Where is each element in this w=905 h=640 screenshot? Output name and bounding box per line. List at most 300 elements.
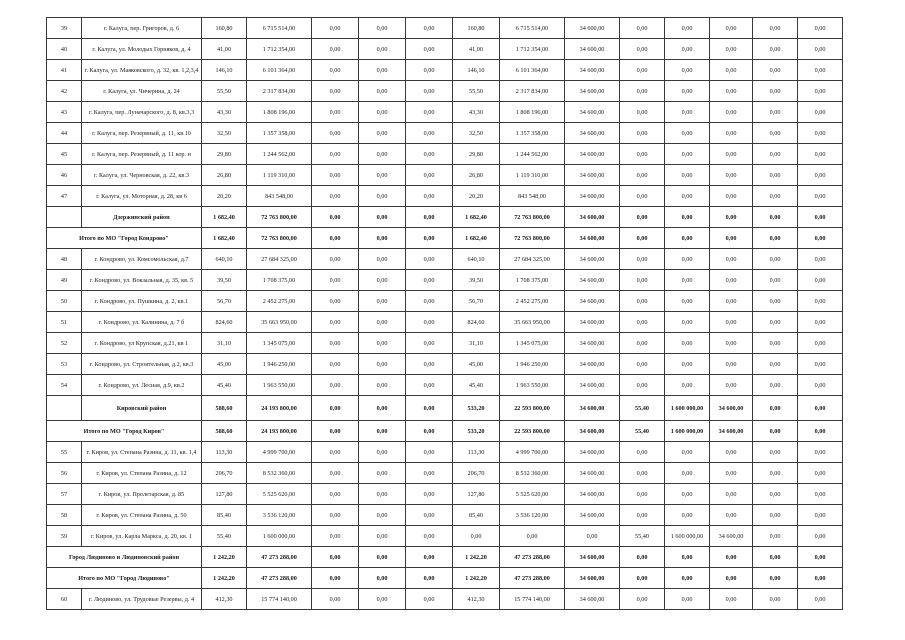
value-cell: 0,00 xyxy=(359,484,406,505)
value-cell: 41,00 xyxy=(453,39,500,60)
value-cell: 0,00 xyxy=(710,165,753,186)
value-cell: 0,00 xyxy=(620,505,665,526)
value-cell: 0,00 xyxy=(710,589,753,610)
value-cell: 0,00 xyxy=(359,333,406,354)
value-cell: 0,00 xyxy=(753,396,798,421)
value-cell: 0,00 xyxy=(665,270,710,291)
value-cell: 0,00 xyxy=(665,333,710,354)
row-address: г. Калуга, ул. Моторная, д. 28, кв 6 xyxy=(82,186,202,207)
value-cell: 412,30 xyxy=(453,589,500,610)
value-cell: 34 600,00 xyxy=(565,186,620,207)
row-address: г. Калуга, пер. Резервный, д. 11, кв.10 xyxy=(82,123,202,144)
value-cell: 0,00 xyxy=(753,291,798,312)
value-cell: 34 600,00 xyxy=(565,123,620,144)
row-address: г. Калуга, пер. Григоров, д. 6 xyxy=(82,18,202,39)
value-cell: 0,00 xyxy=(710,144,753,165)
value-cell: 0,00 xyxy=(406,123,453,144)
value-cell: 206,70 xyxy=(202,463,247,484)
value-cell: 1 708 375,00 xyxy=(247,270,312,291)
value-cell: 34 600,00 xyxy=(565,249,620,270)
value-cell: 588,60 xyxy=(202,396,247,421)
row-number: 57 xyxy=(47,484,82,505)
value-cell: 34 600,00 xyxy=(565,312,620,333)
value-cell: 0,00 xyxy=(753,60,798,81)
row-number: 54 xyxy=(47,375,82,396)
value-cell: 47 273 288,00 xyxy=(500,547,565,568)
value-cell: 0,00 xyxy=(753,589,798,610)
value-cell: 0,00 xyxy=(710,270,753,291)
value-cell: 0,00 xyxy=(312,228,359,249)
value-cell: 1 808 196,00 xyxy=(247,102,312,123)
value-cell: 34 600,00 xyxy=(565,547,620,568)
value-cell: 3 536 120,00 xyxy=(247,505,312,526)
value-cell: 0,00 xyxy=(753,228,798,249)
value-cell: 0,00 xyxy=(753,333,798,354)
value-cell: 0,00 xyxy=(406,228,453,249)
value-cell: 588,60 xyxy=(202,421,247,442)
table-row xyxy=(47,463,843,484)
value-cell: 0,00 xyxy=(620,547,665,568)
value-cell: 113,30 xyxy=(453,442,500,463)
value-cell: 55,40 xyxy=(202,526,247,547)
value-cell: 1 244 562,00 xyxy=(247,144,312,165)
table-row xyxy=(47,442,843,463)
table-row xyxy=(47,333,843,354)
value-cell: 0,00 xyxy=(798,207,843,228)
value-cell: 0,00 xyxy=(312,354,359,375)
value-cell: 35 663 950,00 xyxy=(500,312,565,333)
value-cell: 0,00 xyxy=(798,526,843,547)
value-cell: 0,00 xyxy=(665,547,710,568)
value-cell: 55,40 xyxy=(620,396,665,421)
subtotal-row xyxy=(47,547,843,568)
value-cell: 0,00 xyxy=(620,60,665,81)
value-cell: 34 600,00 xyxy=(565,354,620,375)
value-cell: 146,10 xyxy=(453,60,500,81)
value-cell: 72 763 800,00 xyxy=(500,228,565,249)
value-cell: 0,00 xyxy=(753,81,798,102)
value-cell: 0,00 xyxy=(753,463,798,484)
value-cell: 0,00 xyxy=(798,165,843,186)
value-cell: 0,00 xyxy=(753,505,798,526)
value-cell: 0,00 xyxy=(406,39,453,60)
row-address: г. Киров, ул. Карла Маркса, д. 20, кв. 1 xyxy=(82,526,202,547)
value-cell: 0,00 xyxy=(798,484,843,505)
value-cell: 0,00 xyxy=(798,123,843,144)
row-address: г. Калуга, ул. Черновская, д. 22, кв.3 xyxy=(82,165,202,186)
value-cell: 0,00 xyxy=(710,442,753,463)
value-cell: 0,00 xyxy=(753,165,798,186)
value-cell: 0,00 xyxy=(798,568,843,589)
value-cell: 45,40 xyxy=(453,375,500,396)
value-cell: 0,00 xyxy=(312,207,359,228)
value-cell: 4 999 700,00 xyxy=(500,442,565,463)
value-cell: 0,00 xyxy=(798,102,843,123)
value-cell: 1 600 000,00 xyxy=(247,526,312,547)
value-cell: 0,00 xyxy=(665,589,710,610)
value-cell: 0,00 xyxy=(798,354,843,375)
value-cell: 0,00 xyxy=(665,375,710,396)
value-cell: 55,50 xyxy=(453,81,500,102)
value-cell: 85,40 xyxy=(453,505,500,526)
value-cell: 0,00 xyxy=(753,270,798,291)
value-cell: 0,00 xyxy=(359,547,406,568)
table-row xyxy=(47,249,843,270)
row-address: Кировский район xyxy=(82,396,202,421)
value-cell: 0,00 xyxy=(710,312,753,333)
value-cell: 0,00 xyxy=(406,60,453,81)
value-cell: 72 763 800,00 xyxy=(247,207,312,228)
value-cell: 0,00 xyxy=(710,291,753,312)
table-row xyxy=(47,144,843,165)
value-cell: 0,00 xyxy=(406,291,453,312)
value-cell: 0,00 xyxy=(406,375,453,396)
value-cell: 1 345 075,00 xyxy=(247,333,312,354)
value-cell: 43,30 xyxy=(453,102,500,123)
value-cell: 1 600 000,00 xyxy=(665,396,710,421)
value-cell: 56,70 xyxy=(202,291,247,312)
table-row xyxy=(47,18,843,39)
value-cell: 32,50 xyxy=(453,123,500,144)
value-cell: 0,00 xyxy=(710,505,753,526)
row-number: 44 xyxy=(47,123,82,144)
value-cell: 39,50 xyxy=(453,270,500,291)
value-cell: 0,00 xyxy=(710,484,753,505)
value-cell: 1 963 550,00 xyxy=(247,375,312,396)
value-cell: 0,00 xyxy=(359,463,406,484)
value-cell: 34 600,00 xyxy=(565,291,620,312)
value-cell: 0,00 xyxy=(620,375,665,396)
value-cell: 0,00 xyxy=(406,442,453,463)
value-cell: 1 708 375,00 xyxy=(500,270,565,291)
value-cell: 0,00 xyxy=(710,333,753,354)
value-cell: 0,00 xyxy=(665,186,710,207)
value-cell: 0,00 xyxy=(359,249,406,270)
value-cell: 0,00 xyxy=(406,526,453,547)
value-cell: 0,00 xyxy=(406,270,453,291)
value-cell: 0,00 xyxy=(753,249,798,270)
value-cell: 0,00 xyxy=(406,589,453,610)
value-cell: 0,00 xyxy=(753,354,798,375)
value-cell: 0,00 xyxy=(620,18,665,39)
row-label: Итого по МО "Город Кондрово" xyxy=(47,228,202,249)
value-cell: 0,00 xyxy=(359,442,406,463)
value-cell: 160,80 xyxy=(202,18,247,39)
value-cell: 0,00 xyxy=(753,484,798,505)
value-cell: 0,00 xyxy=(710,568,753,589)
value-cell: 160,80 xyxy=(453,18,500,39)
row-address: г. Киров, ул. Степана Разина, д. 50 xyxy=(82,505,202,526)
value-cell: 0,00 xyxy=(710,186,753,207)
value-cell: 0,00 xyxy=(798,18,843,39)
value-cell: 0,00 xyxy=(359,165,406,186)
row-address: г. Киров, ул. Пролетарская, д. 85 xyxy=(82,484,202,505)
table-row xyxy=(47,186,843,207)
value-cell: 72 763 800,00 xyxy=(247,228,312,249)
row-address: г. Киров, ул. Степана Разина, д. 12 xyxy=(82,463,202,484)
value-cell: 29,80 xyxy=(453,144,500,165)
value-cell: 20,20 xyxy=(453,186,500,207)
value-cell: 1 357 358,00 xyxy=(500,123,565,144)
value-cell: 0,00 xyxy=(798,421,843,442)
value-cell: 5 525 620,00 xyxy=(500,484,565,505)
value-cell: 0,00 xyxy=(710,81,753,102)
value-cell: 0,00 xyxy=(359,207,406,228)
value-cell: 27 684 325,00 xyxy=(500,249,565,270)
value-cell: 4 999 700,00 xyxy=(247,442,312,463)
table-row xyxy=(47,39,843,60)
value-cell: 31,10 xyxy=(202,333,247,354)
row-number: 42 xyxy=(47,81,82,102)
value-cell: 0,00 xyxy=(665,123,710,144)
value-cell: 0,00 xyxy=(406,144,453,165)
value-cell: 0,00 xyxy=(406,568,453,589)
value-cell: 1 345 075,00 xyxy=(500,333,565,354)
value-cell: 0,00 xyxy=(312,18,359,39)
value-cell: 0,00 xyxy=(312,484,359,505)
value-cell: 34 600,00 xyxy=(565,228,620,249)
value-cell: 0,00 xyxy=(798,144,843,165)
table-body xyxy=(47,18,843,610)
value-cell: 0,00 xyxy=(710,249,753,270)
value-cell: 47 273 288,00 xyxy=(500,568,565,589)
value-cell: 2 317 834,00 xyxy=(247,81,312,102)
value-cell: 0,00 xyxy=(312,291,359,312)
value-cell: 0,00 xyxy=(500,526,565,547)
value-cell: 35 663 950,00 xyxy=(247,312,312,333)
value-cell: 1 946 250,00 xyxy=(500,354,565,375)
row-address: г. Калуга, пер. Резервный, д. 11 кор. н xyxy=(82,144,202,165)
value-cell: 0,00 xyxy=(753,18,798,39)
value-cell: 1 712 354,00 xyxy=(500,39,565,60)
row-number: 46 xyxy=(47,165,82,186)
row-number: 50 xyxy=(47,291,82,312)
value-cell: 55,40 xyxy=(620,526,665,547)
value-cell: 113,30 xyxy=(202,442,247,463)
value-cell: 0,00 xyxy=(753,312,798,333)
value-cell: 0,00 xyxy=(753,102,798,123)
value-cell: 0,00 xyxy=(620,589,665,610)
value-cell: 3 536 120,00 xyxy=(500,505,565,526)
value-cell: 0,00 xyxy=(665,60,710,81)
row-address: г. Кондрово, ул. Вокзальная, д. 35, кв. 5 xyxy=(82,270,202,291)
value-cell: 0,00 xyxy=(798,228,843,249)
value-cell: 412,30 xyxy=(202,589,247,610)
value-cell: 32,50 xyxy=(202,123,247,144)
value-cell: 0,00 xyxy=(665,207,710,228)
value-cell: 1 600 000,00 xyxy=(665,526,710,547)
row-number: 51 xyxy=(47,312,82,333)
value-cell: 0,00 xyxy=(406,484,453,505)
subtotal-row xyxy=(47,207,843,228)
value-cell: 0,00 xyxy=(753,568,798,589)
value-cell: 0,00 xyxy=(359,144,406,165)
value-cell: 6 715 514,00 xyxy=(500,18,565,39)
value-cell: 0,00 xyxy=(406,186,453,207)
row-number: 53 xyxy=(47,354,82,375)
value-cell: 34 600,00 xyxy=(565,39,620,60)
value-cell: 31,10 xyxy=(453,333,500,354)
value-cell: 0,00 xyxy=(312,396,359,421)
value-cell: 824,60 xyxy=(202,312,247,333)
value-cell: 0,00 xyxy=(359,375,406,396)
table-row xyxy=(47,81,843,102)
value-cell: 0,00 xyxy=(565,526,620,547)
value-cell: 0,00 xyxy=(312,249,359,270)
value-cell: 0,00 xyxy=(312,463,359,484)
row-address: г. Калуга, ул. Молодых Горняков, д. 4 xyxy=(82,39,202,60)
value-cell: 0,00 xyxy=(359,270,406,291)
value-cell: 0,00 xyxy=(665,144,710,165)
value-cell: 0,00 xyxy=(710,18,753,39)
value-cell: 0,00 xyxy=(798,375,843,396)
table-row xyxy=(47,505,843,526)
value-cell: 8 532 360,00 xyxy=(247,463,312,484)
value-cell: 55,50 xyxy=(202,81,247,102)
value-cell: 0,00 xyxy=(620,270,665,291)
value-cell: 0,00 xyxy=(359,589,406,610)
subtotal-row xyxy=(47,568,843,589)
value-cell: 1 242,20 xyxy=(453,568,500,589)
value-cell: 0,00 xyxy=(406,207,453,228)
value-cell: 0,00 xyxy=(665,81,710,102)
value-cell: 0,00 xyxy=(710,60,753,81)
value-cell: 2 452 275,00 xyxy=(500,291,565,312)
value-cell: 0,00 xyxy=(312,186,359,207)
value-cell: 1 682,40 xyxy=(453,207,500,228)
value-cell: 0,00 xyxy=(665,228,710,249)
value-cell: 0,00 xyxy=(312,60,359,81)
value-cell: 0,00 xyxy=(620,81,665,102)
value-cell: 0,00 xyxy=(753,144,798,165)
value-cell: 0,00 xyxy=(312,312,359,333)
value-cell: 843 548,00 xyxy=(500,186,565,207)
value-cell: 0,00 xyxy=(620,207,665,228)
value-cell: 0,00 xyxy=(710,375,753,396)
value-cell: 0,00 xyxy=(359,354,406,375)
value-cell: 1 682,40 xyxy=(202,228,247,249)
value-cell: 0,00 xyxy=(359,228,406,249)
row-number: 40 xyxy=(47,39,82,60)
value-cell: 0,00 xyxy=(359,39,406,60)
table-row xyxy=(47,165,843,186)
value-cell: 34 600,00 xyxy=(565,463,620,484)
value-cell: 0,00 xyxy=(753,526,798,547)
value-cell: 34 600,00 xyxy=(565,375,620,396)
value-cell: 0,00 xyxy=(359,312,406,333)
value-cell: 0,00 xyxy=(406,421,453,442)
value-cell: 0,00 xyxy=(312,421,359,442)
value-cell: 0,00 xyxy=(312,547,359,568)
value-cell: 0,00 xyxy=(753,39,798,60)
row-number xyxy=(47,207,82,228)
row-address: Дзержинский район xyxy=(82,207,202,228)
value-cell: 34 600,00 xyxy=(565,484,620,505)
resettlement-table xyxy=(46,17,843,610)
value-cell: 1 682,40 xyxy=(453,228,500,249)
value-cell: 0,00 xyxy=(406,81,453,102)
table-row xyxy=(47,123,843,144)
value-cell: 0,00 xyxy=(620,291,665,312)
row-label: Город Людиново и Людиновский район xyxy=(47,547,202,568)
value-cell: 0,00 xyxy=(665,249,710,270)
value-cell: 0,00 xyxy=(710,463,753,484)
value-cell: 0,00 xyxy=(798,333,843,354)
value-cell: 0,00 xyxy=(312,505,359,526)
value-cell: 6 101 364,00 xyxy=(500,60,565,81)
value-cell: 26,80 xyxy=(453,165,500,186)
row-number: 41 xyxy=(47,60,82,81)
value-cell: 0,00 xyxy=(798,547,843,568)
value-cell: 41,00 xyxy=(202,39,247,60)
row-address: г. Калуга, ул. Чичерина, д. 24 xyxy=(82,81,202,102)
value-cell: 0,00 xyxy=(406,547,453,568)
value-cell: 85,40 xyxy=(202,505,247,526)
value-cell: 34 600,00 xyxy=(565,18,620,39)
value-cell: 0,00 xyxy=(710,547,753,568)
value-cell: 0,00 xyxy=(359,505,406,526)
table-row xyxy=(47,312,843,333)
value-cell: 0,00 xyxy=(359,18,406,39)
value-cell: 6 101 364,00 xyxy=(247,60,312,81)
row-number: 47 xyxy=(47,186,82,207)
value-cell: 1 357 358,00 xyxy=(247,123,312,144)
value-cell: 0,00 xyxy=(665,291,710,312)
value-cell: 0,00 xyxy=(312,442,359,463)
row-number: 48 xyxy=(47,249,82,270)
value-cell: 1 119 310,00 xyxy=(247,165,312,186)
value-cell: 0,00 xyxy=(620,354,665,375)
value-cell: 0,00 xyxy=(798,81,843,102)
value-cell: 34 600,00 xyxy=(565,505,620,526)
value-cell: 0,00 xyxy=(620,39,665,60)
value-cell: 0,00 xyxy=(406,18,453,39)
value-cell: 0,00 xyxy=(312,270,359,291)
value-cell: 22 593 800,00 xyxy=(500,396,565,421)
subtotal-row xyxy=(47,421,843,442)
value-cell: 0,00 xyxy=(312,589,359,610)
value-cell: 55,40 xyxy=(620,421,665,442)
value-cell: 0,00 xyxy=(798,249,843,270)
value-cell: 0,00 xyxy=(665,39,710,60)
value-cell: 34 600,00 xyxy=(710,421,753,442)
value-cell: 39,50 xyxy=(202,270,247,291)
value-cell: 0,00 xyxy=(753,186,798,207)
document-sheet xyxy=(46,17,843,610)
value-cell: 34 600,00 xyxy=(710,396,753,421)
value-cell: 45,00 xyxy=(202,354,247,375)
value-cell: 0,00 xyxy=(798,270,843,291)
row-number: 59 xyxy=(47,526,82,547)
value-cell: 0,00 xyxy=(620,123,665,144)
value-cell: 843 548,00 xyxy=(247,186,312,207)
value-cell: 47 273 288,00 xyxy=(247,547,312,568)
value-cell: 34 600,00 xyxy=(565,144,620,165)
value-cell: 0,00 xyxy=(665,568,710,589)
value-cell: 1 808 196,00 xyxy=(500,102,565,123)
value-cell: 533,20 xyxy=(453,421,500,442)
row-number: 56 xyxy=(47,463,82,484)
row-address: г. Калуга, ул. Маяковского, д. 32, кв. 1,2,3,4 xyxy=(82,60,202,81)
value-cell: 34 600,00 xyxy=(565,568,620,589)
value-cell: 0,00 xyxy=(620,165,665,186)
value-cell: 824,60 xyxy=(453,312,500,333)
value-cell: 6 715 514,00 xyxy=(247,18,312,39)
value-cell: 0,00 xyxy=(665,18,710,39)
value-cell: 0,00 xyxy=(359,102,406,123)
value-cell: 34 600,00 xyxy=(565,589,620,610)
value-cell: 0,00 xyxy=(359,123,406,144)
